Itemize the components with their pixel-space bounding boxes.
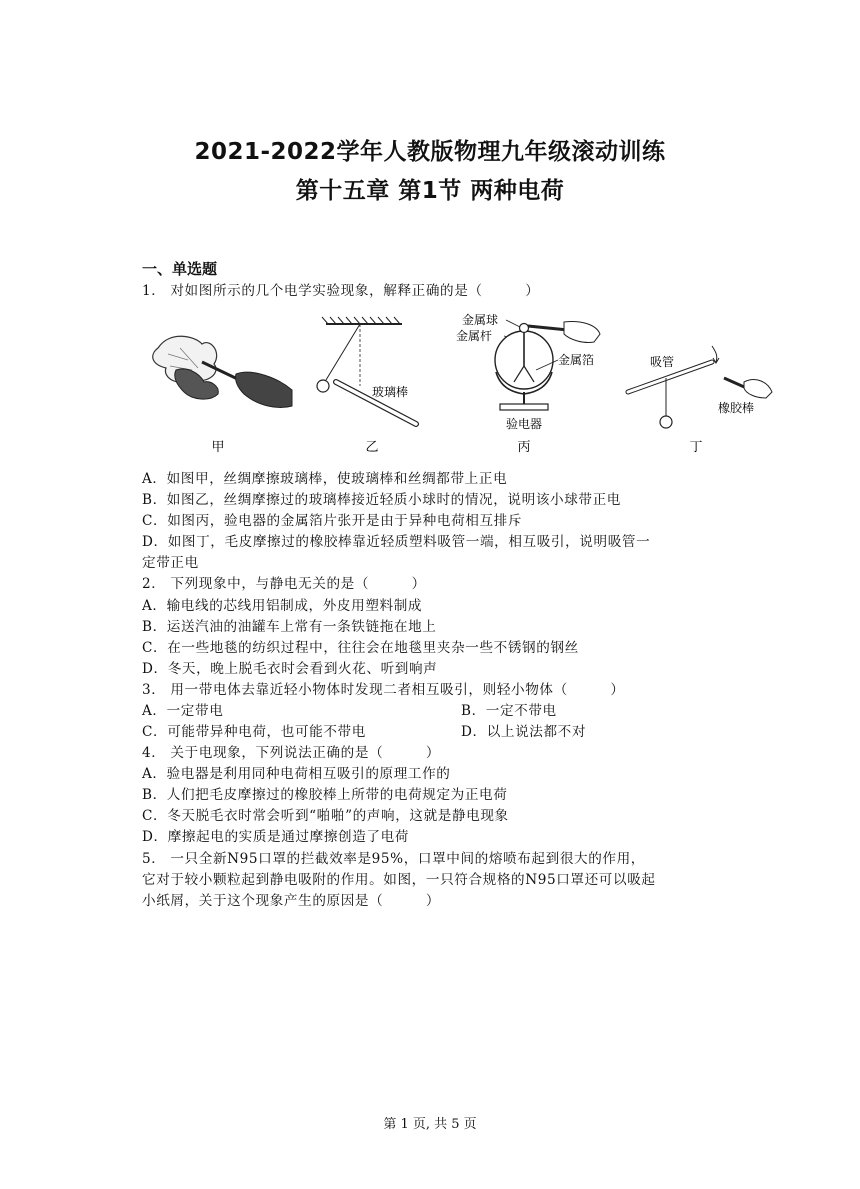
figure-bing: [456, 312, 600, 455]
figure-ding: [628, 346, 772, 455]
q2-option-c: C．在一些地毯的纺织过程中，往往会在地毯里夹杂一些不锈钢的钢丝: [142, 640, 579, 656]
q3-option-d: D．以上说法都不对: [461, 724, 587, 740]
q3-option-b: B．一定不带电: [461, 703, 557, 719]
q2-option-d: D．冬天，晚上脱毛衣时会看到火花、听到响声: [142, 661, 438, 677]
label-jia: 甲: [211, 440, 225, 455]
q2-option-b: B．运送汽油的油罐车上常有一条铁链拖在地上: [142, 619, 437, 635]
q4-stem: 4． 关于电现象，下列说法正确的是（ ）: [142, 745, 441, 761]
q3-option-c: C．可能带异种电荷，也可能不带电: [142, 724, 366, 740]
label-yi: 乙: [365, 440, 379, 455]
figure-yi: [317, 317, 416, 455]
q4-option-c: C．冬天脱毛衣时常会听到“啪啪”的声响，这就是静电现象: [142, 808, 509, 824]
q3-option-a: A．一定带电: [142, 703, 224, 719]
q1-option-c: C．如图丙，验电器的金属箔片张开是由于异种电荷相互排斥: [142, 513, 523, 529]
q1-option-b: B．如图乙，丝绸摩擦过的玻璃棒接近轻质小球时的情况，说明该小球带正电: [142, 492, 621, 508]
figure-jia: [153, 336, 292, 455]
label-metal-ball: 金属球: [462, 313, 499, 327]
q2-option-a: A．输电线的芯线用铝制成，外皮用塑料制成: [142, 598, 423, 614]
q5-stem-line-2: 它对于较小颗粒起到静电吸附的作用。如图，一只符合规格的N95口罩还可以吸起: [142, 872, 656, 888]
label-bing: 丙: [517, 440, 531, 455]
q4-option-b: B．人们把毛皮摩擦过的橡胶棒上所带的电荷规定为正电荷: [142, 787, 508, 803]
label-electroscope: 验电器: [505, 417, 543, 431]
label-straw: 吸管: [650, 355, 675, 369]
q5-stem-line-1: 5． 一只全新N95口罩的拦截效率是95%，口罩中间的熔喷布起到很大的作用，: [142, 851, 645, 867]
q5-stem-line-3: 小纸屑，关于这个现象产生的原因是（ ）: [142, 893, 441, 909]
q2-stem: 2． 下列现象中，与静电无关的是（ ）: [142, 576, 426, 592]
q1-option-d: D．如图丁，毛皮摩擦过的橡胶棒靠近轻质塑料吸管一端，相互吸引，说明吸管一: [142, 534, 651, 550]
page-footer: 第 1 页, 共 5 页: [383, 1117, 477, 1132]
q3-stem: 3． 用一带电体去靠近轻小物体时发现二者相互吸引，则轻小物体（ ）: [142, 682, 625, 698]
q4-option-a: A．验电器是利用同种电荷相互吸引的原理工作的: [142, 766, 451, 782]
q1-option-d-cont: 定带正电: [142, 555, 199, 571]
title-line-1: 2021-2022学年人教版物理九年级滚动训练: [194, 139, 666, 165]
label-metal-rod: 金属杆: [456, 329, 493, 343]
title-line-2: 第十五章 第1节 两种电荷: [295, 178, 565, 204]
section-heading: 一、单选题: [142, 260, 218, 278]
label-rubber-rod: 橡胶棒: [718, 401, 755, 415]
q1-stem: 1． 对如图所示的几个电学实验现象，解释正确的是（ ）: [142, 283, 540, 299]
q1-figure: [140, 308, 780, 460]
q4-option-d: D．摩擦起电的实质是通过摩擦创造了电荷: [142, 829, 409, 845]
label-ding: 丁: [689, 440, 703, 455]
label-glass-rod: 玻璃棒: [372, 385, 409, 399]
label-metal-foil: 金属箔: [558, 353, 595, 367]
q1-option-a: A．如图甲，丝绸摩擦玻璃棒，使玻璃棒和丝绸都带上正电: [142, 471, 508, 487]
